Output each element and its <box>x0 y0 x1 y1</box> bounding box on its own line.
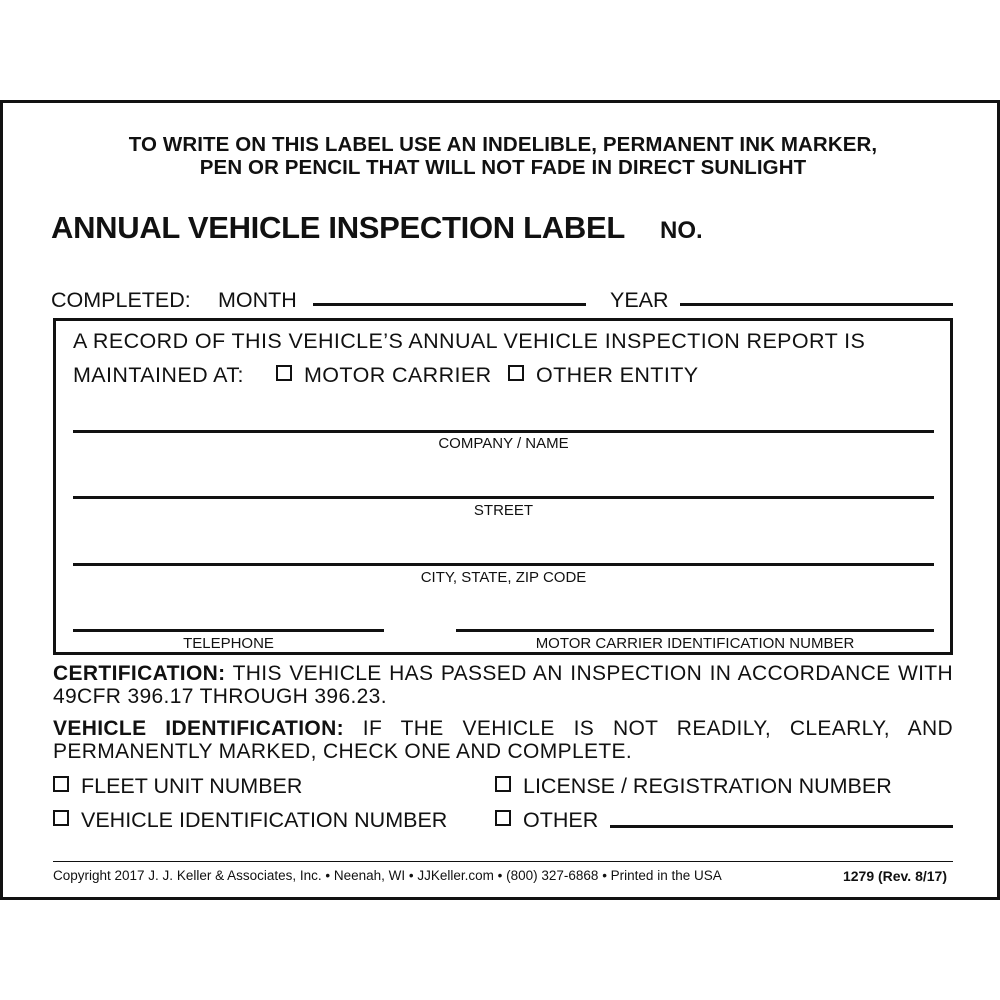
footer-divider <box>53 861 953 862</box>
motor-carrier-checkbox[interactable] <box>276 365 292 381</box>
license-label: LICENSE / REGISTRATION NUMBER <box>523 774 892 798</box>
fleet-unit-checkbox[interactable] <box>53 776 69 792</box>
record-box <box>53 318 953 655</box>
other-field[interactable] <box>610 825 953 828</box>
city-state-zip-caption: CITY, STATE, ZIP CODE <box>420 569 587 586</box>
street-field[interactable] <box>73 496 934 499</box>
number-label: NO. <box>660 217 703 244</box>
record-statement: A RECORD OF THIS VEHICLE’S ANNUAL VEHICLE INSPECTION REPORT IS <box>73 329 866 353</box>
motor-carrier-id-caption: MOTOR CARRIER IDENTIFICATION NUMBER <box>535 635 855 652</box>
vehicle-identification-heading: VEHICLE IDENTIFICATION: <box>53 717 344 740</box>
inspection-label <box>0 100 1000 900</box>
year-label: YEAR <box>610 288 669 312</box>
vin-label: VEHICLE IDENTIFICATION NUMBER <box>81 808 448 832</box>
month-label: MONTH <box>218 288 297 312</box>
other-entity-label: OTHER ENTITY <box>536 363 699 387</box>
telephone-caption: TELEPHONE <box>183 635 274 652</box>
street-caption: STREET <box>473 502 534 519</box>
year-field[interactable] <box>680 303 953 306</box>
motor-carrier-option[interactable] <box>276 363 492 388</box>
vin-checkbox[interactable] <box>53 810 69 826</box>
month-field[interactable] <box>313 303 586 306</box>
license-checkbox[interactable] <box>495 776 511 792</box>
vehicle-identification-paragraph <box>53 718 953 763</box>
other-option[interactable] <box>495 808 598 833</box>
vin-option[interactable] <box>53 808 447 833</box>
footer-copyright: Copyright 2017 J. J. Keller & Associates, Inc. • Neenah, WI • JJKeller.com • (800) 327-6868 • Printed in the USA <box>53 868 722 883</box>
fleet-unit-label: FLEET UNIT NUMBER <box>81 774 303 798</box>
company-name-caption: COMPANY / NAME <box>438 435 569 452</box>
fleet-unit-option[interactable] <box>53 774 302 799</box>
label-title: ANNUAL VEHICLE INSPECTION LABEL <box>51 210 625 245</box>
warning-line-1: TO WRITE ON THIS LABEL USE AN INDELIBLE, PERMANENT INK MARKER, <box>128 133 878 156</box>
motor-carrier-label: MOTOR CARRIER <box>304 363 492 387</box>
form-code: 1279 (Rev. 8/17) <box>842 868 947 884</box>
completed-label: COMPLETED: <box>51 288 191 312</box>
motor-carrier-id-field[interactable] <box>456 629 934 632</box>
other-checkbox[interactable] <box>495 810 511 826</box>
other-entity-checkbox[interactable] <box>508 365 524 381</box>
certification-heading: CERTIFICATION: <box>53 662 226 685</box>
other-label: OTHER <box>523 808 599 832</box>
license-option[interactable] <box>495 774 892 799</box>
city-state-zip-field[interactable] <box>73 563 934 566</box>
company-name-field[interactable] <box>73 430 934 433</box>
vehicle-identification-text: IF THE VEHICLE IS NOT READILY, CLEARLY, AND PERMANENTLY MARKED, CHECK ONE AND COMPLETE. <box>53 717 953 763</box>
telephone-field[interactable] <box>73 629 384 632</box>
maintained-at-label: MAINTAINED AT: <box>73 363 244 387</box>
certification-paragraph <box>53 663 953 708</box>
certification-text: THIS VEHICLE HAS PASSED AN INSPECTION IN ACCORDANCE WITH 49CFR 396.17 THROUGH 396.23. <box>53 662 953 708</box>
warning-line-2: PEN OR PENCIL THAT WILL NOT FADE IN DIRECT SUNLIGHT <box>199 156 807 179</box>
other-entity-option[interactable] <box>508 363 698 388</box>
